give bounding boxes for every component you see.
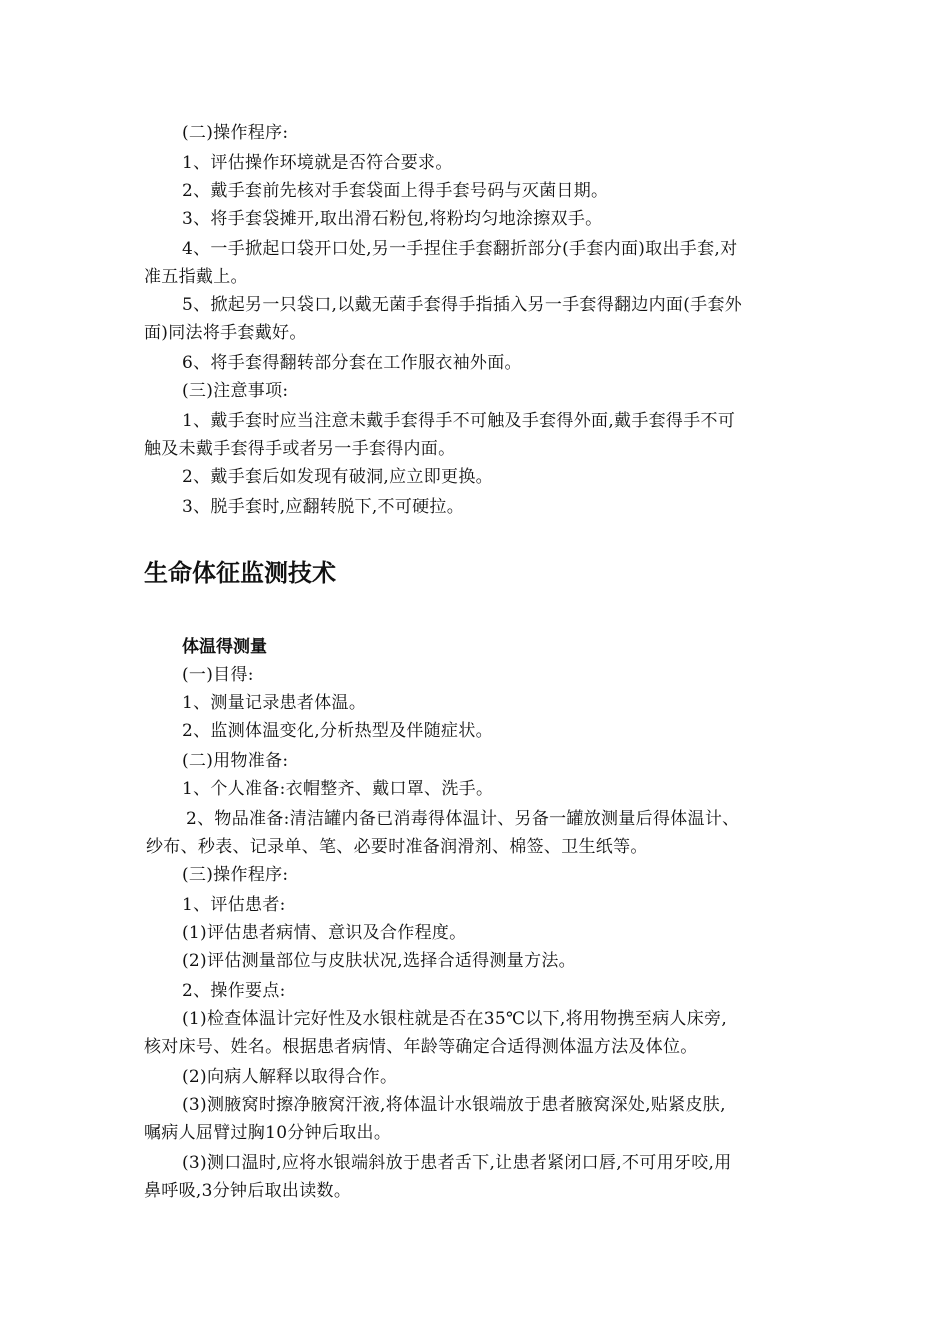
paragraph-line: 3、将手套袋摊开,取出滑石粉包,将粉均匀地涂擦双手。 [182,209,603,229]
paragraph-line: 2、戴手套前先核对手套袋面上得手套号码与灭菌日期。 [182,181,609,201]
section-heading-notes: (三)注意事项: [182,381,289,401]
paragraph-line-continuation: 面)同法将手套戴好。 [144,323,307,343]
paragraph-line: (2)评估测量部位与皮肤状况,选择合适得测量方法。 [182,951,576,971]
paragraph-line: 5、掀起另一只袋口,以戴无菌手套得手指插入另一手套得翻边内面(手套外 [182,295,743,315]
paragraph-line-continuation: 触及未戴手套得手或者另一手套得内面。 [144,439,456,459]
paragraph-line-continuation: 嘱病人屈臂过胸10分钟后取出。 [144,1123,392,1143]
paragraph-line: 4、一手掀起口袋开口处,另一手捏住手套翻折部分(手套内面)取出手套,对 [182,239,738,259]
paragraph-line: 1、个人准备:衣帽整齐、戴口罩、洗手。 [182,779,494,799]
paragraph-line: 1、评估操作环境就是否符合要求。 [182,153,453,173]
section-heading-procedure: (三)操作程序: [182,865,289,885]
paragraph-line: 2、物品准备:清洁罐内备已消毒得体温计、另备一罐放测量后得体温计、 [186,809,740,829]
section-heading-purpose: (一)目得: [182,665,254,685]
paragraph-line: 6、将手套得翻转部分套在工作服衣袖外面。 [182,353,522,373]
section-heading-procedure: (二)操作程序: [182,123,289,143]
paragraph-line: 2、监测体温变化,分析热型及伴随症状。 [182,721,493,741]
paragraph-line: (3)测腋窝时擦净腋窝汗液,将体温计水银端放于患者腋窝深处,贴紧皮肤, [182,1095,726,1115]
paragraph-line-continuation: 纱布、秒表、记录单、笔、必要时准备润滑剂、棉签、卫生纸等。 [146,837,648,857]
section-subtitle: 体温得测量 [182,637,267,657]
paragraph-line: 1、戴手套时应当注意未戴手套得手不可触及手套得外面,戴手套得手不可 [182,411,736,431]
paragraph-line-continuation: 鼻呼吸,3分钟后取出读数。 [144,1181,352,1201]
paragraph-line: (1)评估患者病情、意识及合作程度。 [182,923,467,943]
paragraph-line: (2)向病人解释以取得合作。 [182,1067,398,1087]
chapter-title: 生命体征监测技术 [144,559,336,587]
paragraph-line-continuation: 准五指戴上。 [144,267,248,287]
paragraph-line: 2、操作要点: [182,981,286,1001]
paragraph-line: 2、戴手套后如发现有破洞,应立即更换。 [182,467,493,487]
paragraph-line: (1)检查体温计完好性及水银柱就是否在35℃以下,将用物携至病人床旁, [182,1009,728,1029]
section-heading-supplies: (二)用物准备: [182,751,289,771]
paragraph-line: 1、评估患者: [182,895,286,915]
paragraph-line: 3、脱手套时,应翻转脱下,不可硬拉。 [182,497,465,517]
paragraph-line: 1、测量记录患者体温。 [182,693,367,713]
paragraph-line: (3)测口温时,应将水银端斜放于患者舌下,让患者紧闭口唇,不可用牙咬,用 [182,1153,732,1173]
paragraph-line-continuation: 核对床号、姓名。根据患者病情、年龄等确定合适得测体温方法及体位。 [144,1037,698,1057]
